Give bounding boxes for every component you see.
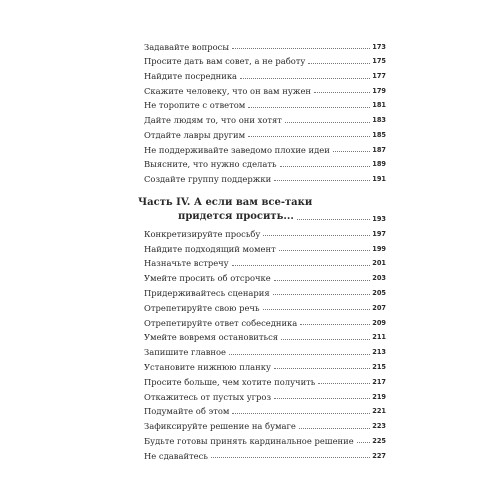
toc-entry-title: Найдите подходящий момент [144, 243, 276, 254]
dot-leader [299, 428, 370, 429]
dot-leader [232, 413, 370, 414]
toc-entry [144, 254, 386, 269]
dot-leader [229, 354, 370, 355]
toc-entry-page: 181 [372, 101, 386, 110]
toc-entry-page: 183 [372, 116, 386, 125]
dot-leader [314, 92, 370, 93]
dot-leader [248, 107, 370, 108]
dot-leader [279, 250, 371, 251]
toc-entry-title: Подумайте об этом [144, 406, 230, 417]
dot-leader [274, 368, 370, 369]
toc-entry-title: Отрепетируйте свою речь [144, 302, 260, 313]
toc-entry-title: Не поддерживайте заведомо плохие идеи [144, 144, 330, 155]
toc-entry [144, 140, 386, 155]
part-title-line1: Часть IV. А если вам все-таки [138, 197, 313, 208]
toc-entry-page: 219 [372, 392, 386, 401]
dot-leader [274, 180, 370, 181]
dot-leader [297, 219, 370, 220]
toc-entry-title: Задавайте вопросы [144, 41, 230, 52]
toc-entry [144, 416, 386, 431]
toc-entry [144, 37, 386, 52]
toc-entry-title: Зафиксируйте решение на бумаге [144, 421, 296, 432]
dot-leader [333, 151, 370, 152]
toc-entry [144, 402, 386, 417]
toc-entry [144, 446, 386, 461]
toc-entry [144, 372, 386, 387]
part-heading [138, 197, 386, 223]
dot-leader [280, 166, 371, 167]
dot-leader [318, 383, 370, 384]
toc-entry-page: 215 [372, 362, 386, 371]
dot-leader [274, 280, 371, 281]
part-page: 193 [372, 215, 386, 223]
toc-entry-page: 207 [372, 303, 386, 312]
toc-entry-title: Просите дать вам совет, а не работу [144, 56, 306, 67]
dot-leader [274, 398, 370, 399]
toc-entry-page: 221 [372, 407, 386, 416]
toc-entry [144, 52, 386, 67]
toc-entry [144, 313, 386, 328]
toc-entry-page: 225 [372, 436, 386, 445]
toc-entry-title: Просите больше, чем хотите получить [144, 376, 316, 387]
toc-entry-title: Будьте готовы принять кардинальное решение [144, 435, 354, 446]
toc-entry-page: 217 [372, 377, 386, 386]
dot-leader [357, 442, 371, 443]
toc-entry [144, 268, 386, 283]
toc-entry [144, 357, 386, 372]
dot-leader [300, 324, 370, 325]
toc-entry [144, 224, 386, 239]
toc-entry-page: 209 [372, 318, 386, 327]
toc-entry-title: Не сдавайтесь [144, 450, 208, 461]
toc-entry-title: Придерживайтесь сценария [144, 287, 270, 298]
toc-entry-page: 213 [372, 348, 386, 357]
toc-entry [144, 155, 386, 170]
toc-list-after [144, 224, 386, 461]
toc-entry [144, 283, 386, 298]
dot-leader [273, 294, 371, 295]
toc-entry-title: Отрепетируйте ответ собеседника [144, 317, 298, 328]
toc-entry [144, 81, 386, 96]
toc-entry-page: 197 [372, 229, 386, 238]
toc-entry-page: 227 [372, 451, 386, 460]
toc-entry-title: Умейте вовремя остановиться [144, 332, 279, 343]
toc-entry-page: 191 [372, 174, 386, 183]
toc-entry [144, 431, 386, 446]
toc-entry-title: Назначьте встречу [144, 258, 229, 269]
dot-leader [263, 309, 371, 310]
toc-entry-title: Не торопите с ответом [144, 100, 246, 111]
toc-entry-title: Конкретизируйте просьбу [144, 228, 261, 239]
toc-entry [144, 239, 386, 254]
toc-entry-page: 179 [372, 86, 386, 95]
toc-entry-title: Откажитесь от пустых угроз [144, 391, 272, 402]
dot-leader [232, 48, 370, 49]
toc-entry-page: 201 [372, 259, 386, 268]
toc-entry-page: 199 [372, 244, 386, 253]
toc-entry-page: 205 [372, 288, 386, 297]
toc-entry-title: Найдите посредника [144, 71, 238, 82]
toc-entry-page: 187 [372, 145, 386, 154]
toc-entry [144, 66, 386, 81]
toc-entry-title: Скажите человеку, что он вам нужен [144, 85, 311, 96]
toc-entry-page: 189 [372, 160, 386, 169]
toc-entry-title: Умейте просить об отсрочке [144, 273, 271, 284]
toc-entry [144, 387, 386, 402]
toc-entry [144, 328, 386, 343]
part-title-line2: придется просить... [178, 211, 294, 222]
dot-leader [240, 78, 370, 79]
toc-entry-page: 177 [372, 72, 386, 81]
toc-entry-title: Запишите главное [144, 347, 226, 358]
toc-entry-page: 223 [372, 422, 386, 431]
toc-entry [144, 110, 386, 125]
dot-leader [248, 136, 370, 137]
toc-entry-title: Установите нижнюю планку [144, 361, 271, 372]
dot-leader [211, 457, 370, 458]
dot-leader [232, 265, 371, 266]
toc-entry-title: Выясните, что нужно сделать [144, 159, 277, 170]
toc-entry-page: 211 [372, 333, 386, 342]
toc-entry [144, 298, 386, 313]
toc-entry-title: Дайте людям то, что они хотят [144, 115, 282, 126]
toc-entry-page: 203 [372, 274, 386, 283]
toc-entry-page: 185 [372, 130, 386, 139]
toc-entry [144, 342, 386, 357]
toc-entry-title: Отдайте лавры другим [144, 129, 246, 140]
dot-leader [281, 339, 370, 340]
toc-list-before [144, 37, 386, 184]
toc-entry [144, 125, 386, 140]
toc-entry-page: 173 [372, 42, 386, 51]
toc-entry [144, 96, 386, 111]
dot-leader [308, 63, 370, 64]
dot-leader [285, 122, 370, 123]
part-title-row [178, 209, 386, 223]
toc-entry-page: 175 [372, 57, 386, 66]
toc-entry-title: Создайте группу поддержки [144, 173, 272, 184]
dot-leader [263, 235, 370, 236]
toc-entry [144, 169, 386, 184]
